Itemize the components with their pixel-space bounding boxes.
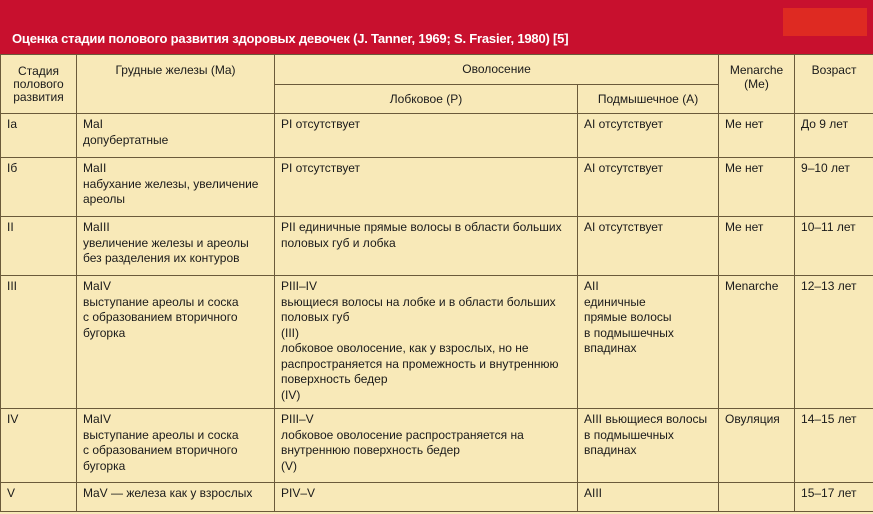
cell-pubic [275,217,578,276]
cell-age [795,483,873,512]
cell-axillary-text: AIII [584,486,603,500]
cell-axillary-text: AIII вьющиеся волосы в подмышечных впадинах [584,412,708,457]
cell-axillary [578,483,719,512]
cell-breast-text: MaIII увеличение железы и ареолы без разделения их контуров [83,220,249,265]
header-age: Возраст [795,55,873,114]
cell-menarche [719,483,795,512]
cell-breast [77,217,275,276]
cell-axillary-text: AI отсутствует [584,161,664,175]
cell-stage-text: II [7,220,14,234]
cell-age [795,409,873,483]
cell-breast [77,114,275,158]
cell-age-text: 12–13 лет [801,279,857,293]
cell-axillary [578,217,719,276]
cell-menarche-text: Овуляция [725,412,780,426]
cell-stage-text: V [7,486,16,500]
cell-stage [1,158,77,217]
cell-pubic [275,483,578,512]
cell-stage-text: III [7,279,18,293]
header-axillary: Подмышечное (A) [578,85,719,114]
header-menarche: Menarche (Me) [719,55,795,114]
cell-age-text: 9–10 лет [801,161,850,175]
cell-age-text: 10–11 лет [801,220,856,234]
cell-stage-text: Iб [7,161,18,175]
table-title: Оценка стадии полового развития здоровых девочек (J. Tanner, 1969; S. Frasier, 1980) [5] [12,31,569,46]
cell-pubic [275,276,578,409]
cell-menarche-text: Me нет [725,161,764,175]
cell-stage-text: IV [7,412,19,426]
cell-breast-text: MaIV выступание ареолы и соска с образованием вторичного бугорка [83,412,239,473]
cell-age [795,114,873,158]
cell-breast-text: MaI допубертатные [83,117,169,147]
header-pubic: Лобковое (P) [275,85,578,114]
cell-axillary [578,114,719,158]
table-row [1,483,873,512]
table-row [1,217,873,276]
table-row [1,409,873,483]
cell-axillary-text: AI отсутствует [584,220,664,234]
cell-breast-text: MaV — железа как у взрослых [83,486,253,500]
cell-breast [77,409,275,483]
cell-pubic-text: PIII–IV вьющиеся волосы на лобке и в области больших половых губ (III) лобковое оволосение, как у взрослых, но не распространяется на промежность и внутреннюю поверхность бедер (IV) [281,279,559,402]
cell-pubic [275,409,578,483]
cell-axillary [578,409,719,483]
cell-menarche [719,114,795,158]
cell-stage [1,217,77,276]
cell-menarche [719,217,795,276]
cell-stage [1,483,77,512]
cell-pubic-text: PIII–V лобковое оволосение распространяется на внутреннюю поверхность бедер (V) [281,412,524,473]
header-hair: Оволосение [275,55,719,85]
cell-breast-text: MaIV выступание ареолы и соска с образованием вторичного бугорка [83,279,239,340]
tanner-stages-table [0,54,873,512]
cell-breast [77,483,275,512]
cell-breast-text: MaII набухание железы, увеличение ареолы [83,161,259,206]
cell-age [795,217,873,276]
cell-pubic-text: PIV–V [281,486,316,500]
table-row [1,276,873,409]
cell-menarche [719,276,795,409]
cell-menarche-text: Me нет [725,220,764,234]
cell-age-text: До 9 лет [801,117,849,131]
cell-age-text: 15–17 лет [801,486,857,500]
cell-stage-text: Iа [7,117,18,131]
table-row [1,114,873,158]
cell-menarche [719,409,795,483]
cell-axillary-text: AI отсутствует [584,117,664,131]
cell-pubic-text: PII единичные прямые волосы в области больших половых губ и лобка [281,220,562,250]
cell-menarche-text: Me нет [725,117,764,131]
title-accent-block [783,8,867,36]
cell-stage [1,409,77,483]
cell-pubic [275,114,578,158]
cell-stage [1,114,77,158]
table-row [1,158,873,217]
cell-breast [77,158,275,217]
header-breast: Грудные железы (Ma) [77,55,275,114]
header-stage: Стадия полового развития [1,55,77,114]
cell-menarche-text: Menarche [725,279,779,293]
cell-pubic-text: PI отсутствует [281,117,361,131]
title-bar [0,0,873,54]
cell-age [795,158,873,217]
cell-menarche [719,158,795,217]
cell-pubic [275,158,578,217]
cell-age-text: 14–15 лет [801,412,857,426]
cell-axillary-text: AII единичные прямые волосы в подмышечных впадинах [584,279,674,355]
cell-pubic-text: PI отсутствует [281,161,361,175]
cell-axillary [578,276,719,409]
cell-axillary [578,158,719,217]
cell-stage [1,276,77,409]
cell-age [795,276,873,409]
cell-breast [77,276,275,409]
